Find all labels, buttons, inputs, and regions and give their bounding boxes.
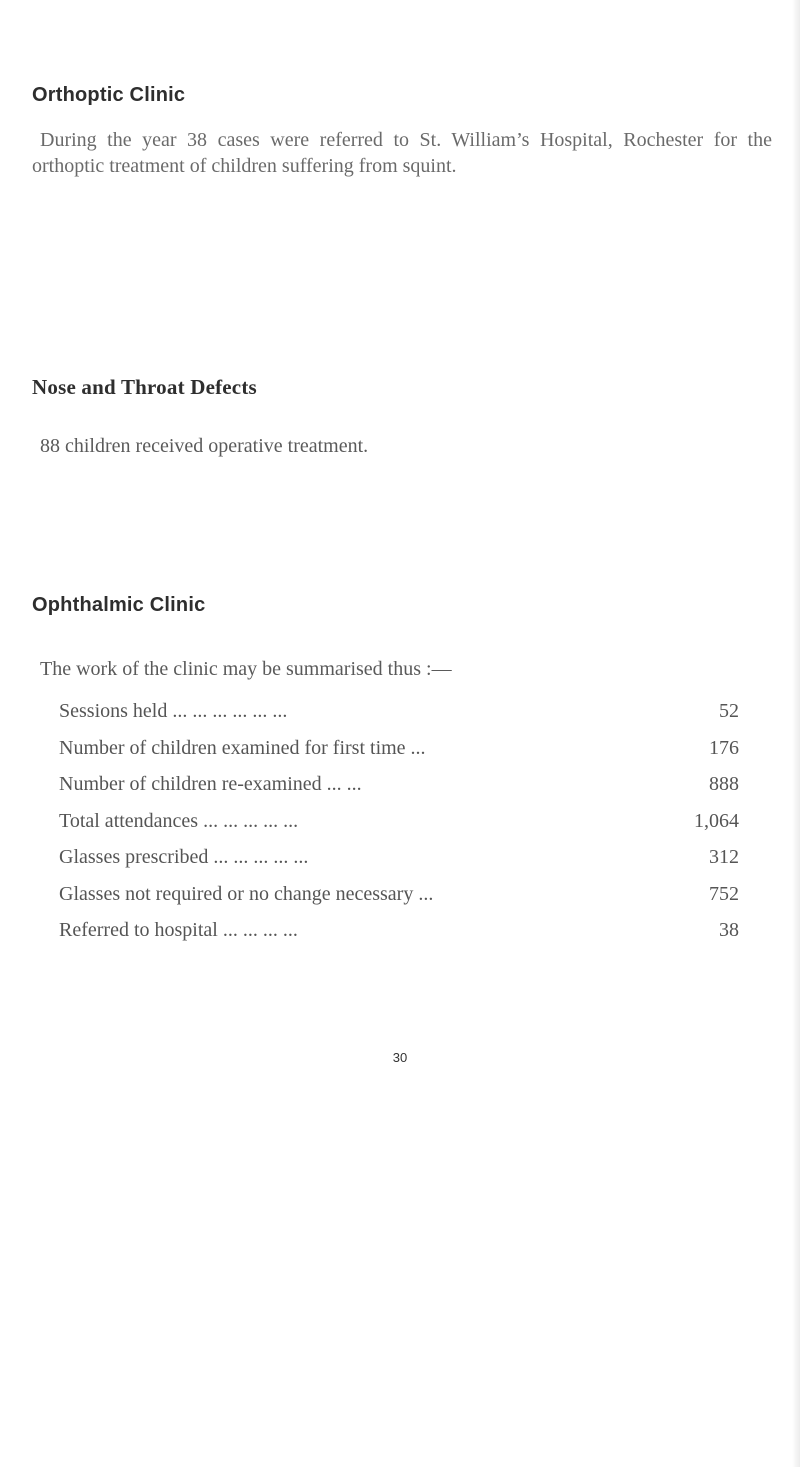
summary-row-value: 1,064 bbox=[694, 809, 739, 832]
nose-throat-paragraph: 88 children received operative treatment. bbox=[40, 435, 369, 457]
orthoptic-clinic-paragraph: During the year 38 cases were referred to St. William’s Hospital, Rochester for the orthoptic treatment of children suffering from squint. bbox=[32, 129, 772, 177]
ophthalmic-clinic-heading: Ophthalmic Clinic bbox=[32, 594, 206, 616]
summary-row-label: Number of children re-examined ... ... bbox=[59, 773, 362, 795]
summary-row-value: 888 bbox=[709, 773, 739, 795]
summary-row-value: 38 bbox=[719, 919, 739, 941]
summary-row-label: Total attendances ... ... ... ... ... bbox=[59, 809, 299, 832]
summary-row bbox=[59, 846, 739, 883]
ophthalmic-clinic-intro: The work of the clinic may be summarised thus :— bbox=[40, 658, 452, 680]
nose-throat-heading: Nose and Throat Defects bbox=[32, 375, 257, 399]
summary-row bbox=[59, 700, 739, 737]
summary-row-value: 176 bbox=[709, 736, 739, 759]
ophthalmic-summary-table bbox=[59, 700, 739, 956]
summary-row-label: Number of children examined for first time ... bbox=[59, 736, 426, 759]
page-number: 30 bbox=[392, 1050, 408, 1065]
summary-row-label: Sessions held ... ... ... ... ... ... bbox=[59, 700, 288, 722]
summary-row-label: Glasses not required or no change necessary ... bbox=[59, 882, 434, 905]
summary-row-value: 52 bbox=[719, 700, 739, 722]
page-edge-shadow bbox=[792, 0, 800, 1467]
summary-row bbox=[59, 773, 739, 810]
summary-row bbox=[59, 919, 739, 956]
summary-row bbox=[59, 737, 739, 774]
summary-row bbox=[59, 883, 739, 920]
summary-row bbox=[59, 810, 739, 847]
summary-row-value: 752 bbox=[709, 882, 739, 905]
summary-row-label: Referred to hospital ... ... ... ... bbox=[59, 919, 298, 941]
summary-row-value: 312 bbox=[709, 846, 739, 868]
orthoptic-clinic-heading: Orthoptic Clinic bbox=[32, 84, 186, 106]
summary-row-label: Glasses prescribed ... ... ... ... ... bbox=[59, 846, 309, 868]
